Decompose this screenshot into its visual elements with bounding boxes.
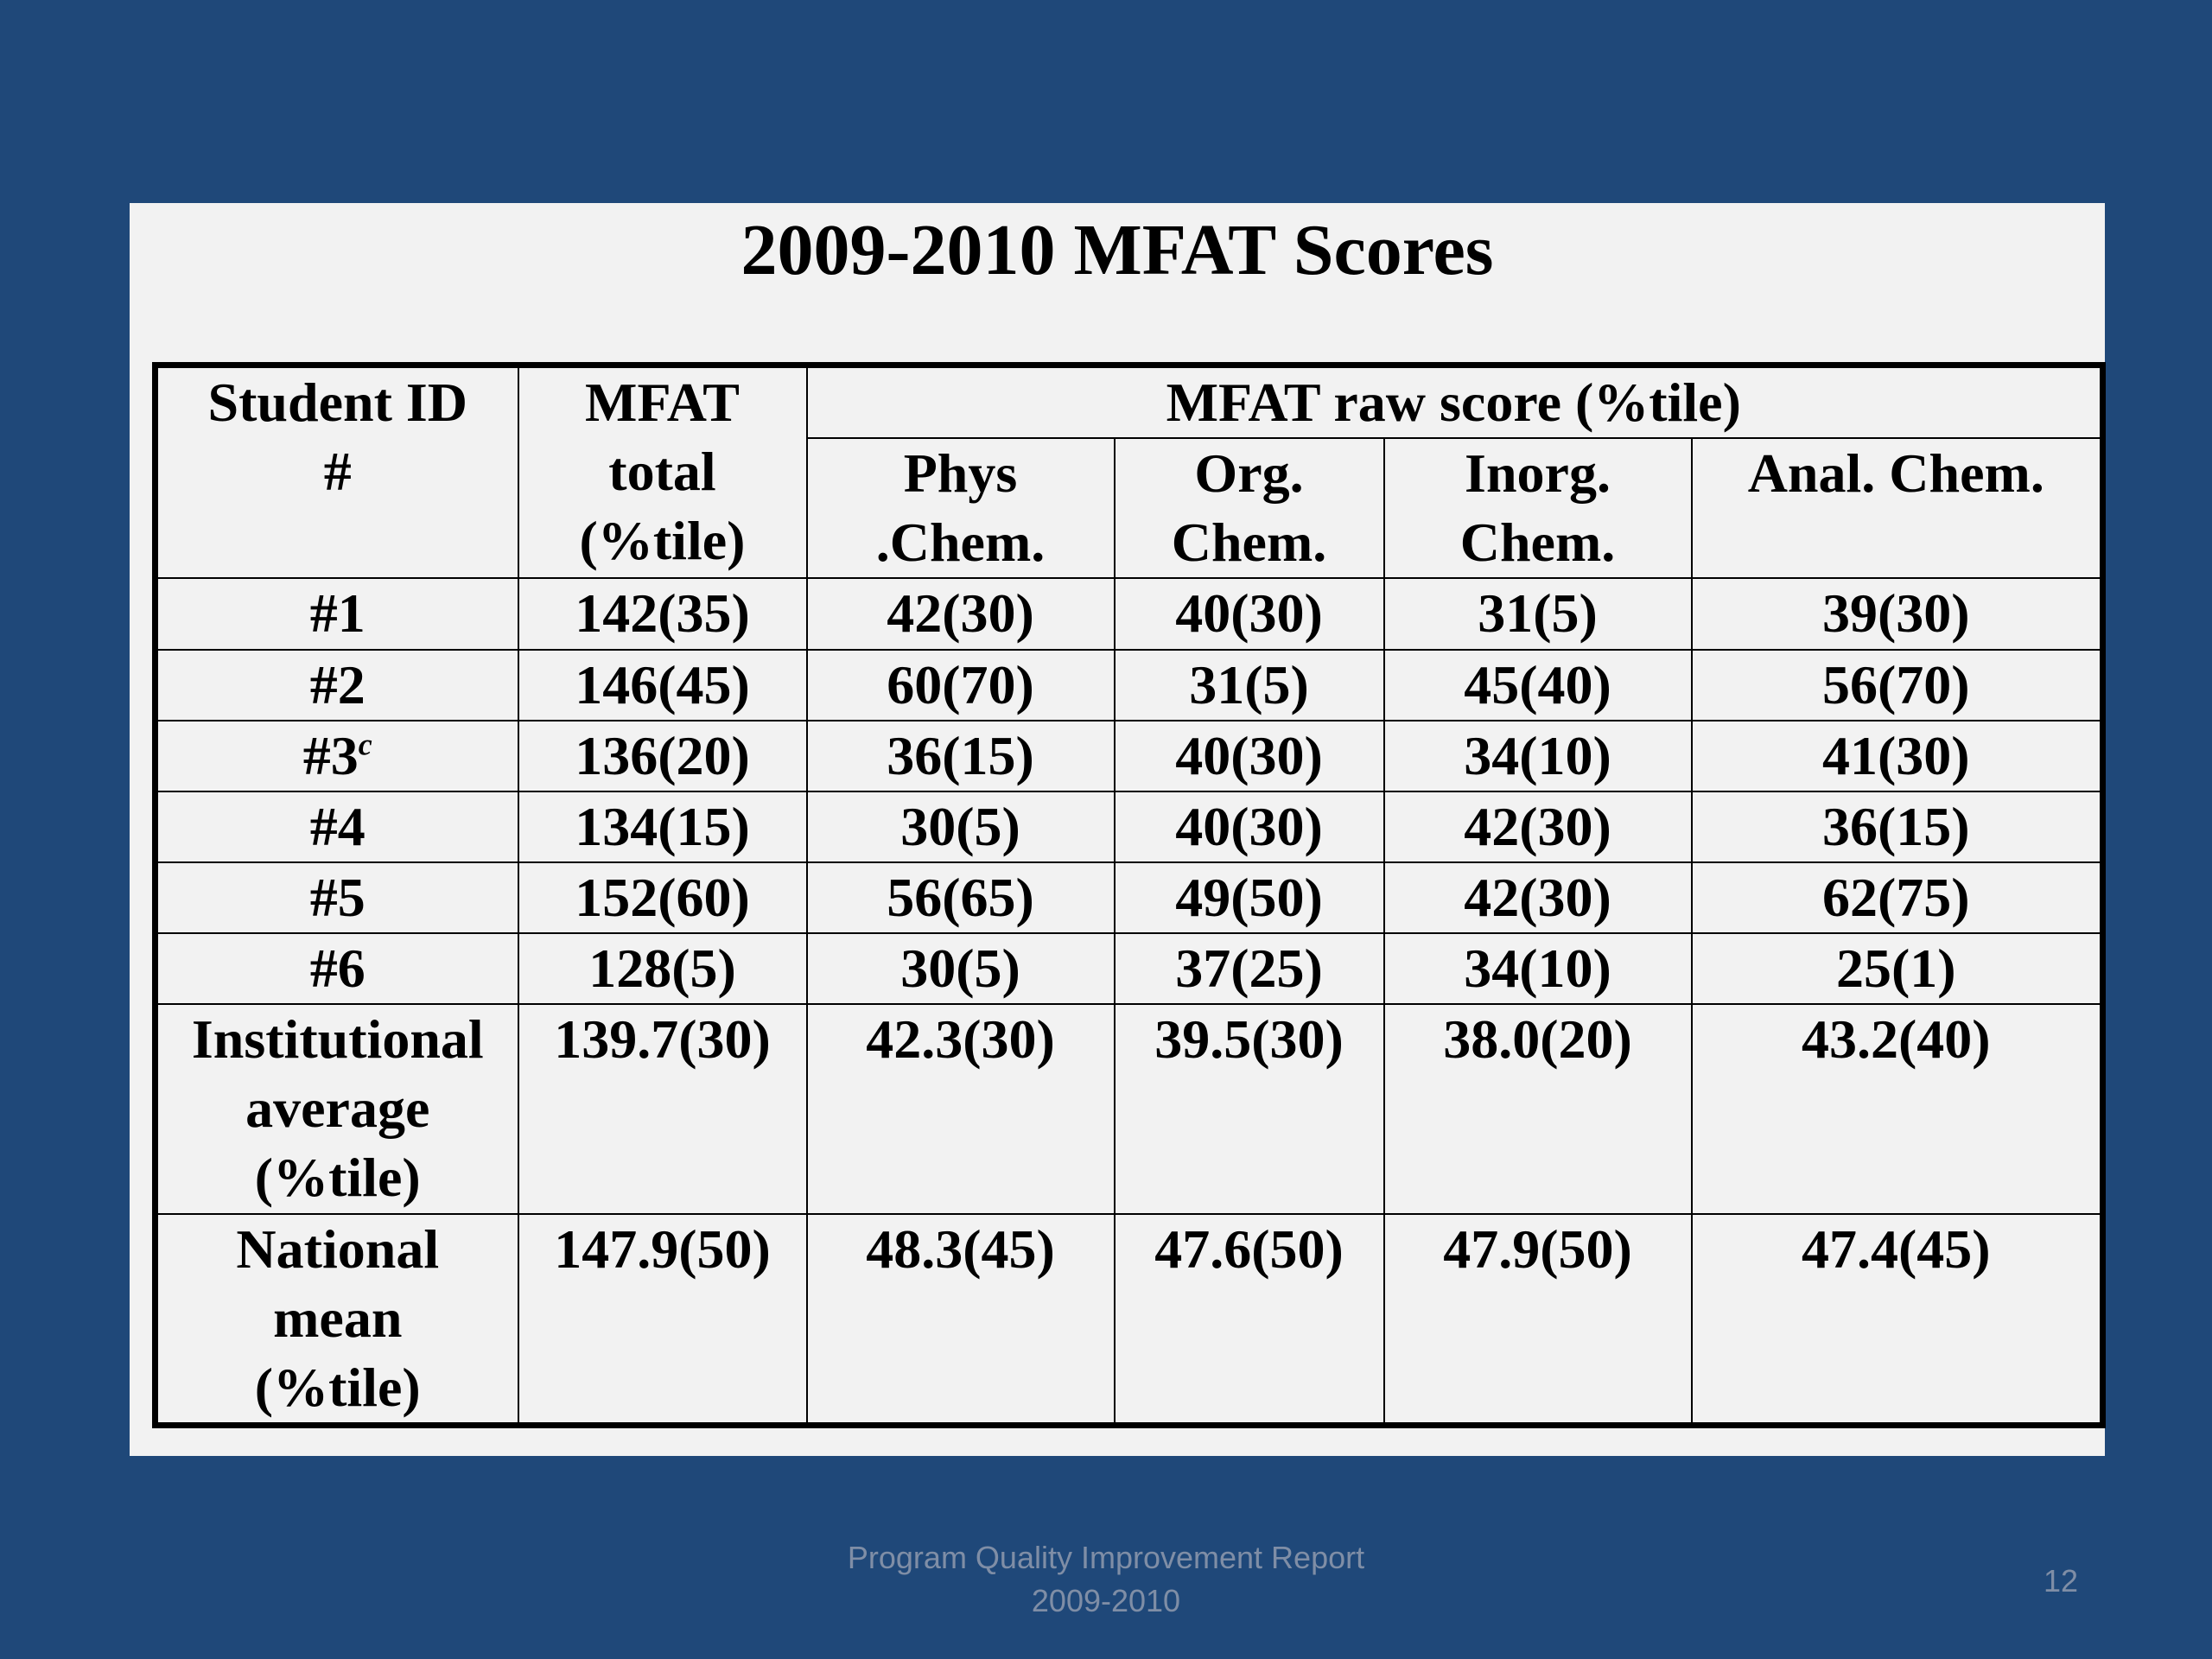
table-row [156, 791, 2103, 862]
footer-report-title: Program Quality Improvement Report [847, 1540, 1365, 1575]
mfat-total-cell: 134(15) [518, 791, 807, 862]
summary-label-cell: National mean (%tile) [156, 1214, 518, 1426]
table-row [156, 650, 2103, 721]
mfat-total-cell: 139.7(30) [518, 1004, 807, 1213]
table-row [156, 933, 2103, 1004]
page-title: 2009-2010 MFAT Scores [741, 210, 1494, 290]
student-id-cell [156, 578, 518, 649]
table-row [156, 721, 2103, 791]
page-number: 12 [2043, 1563, 2079, 1599]
summary-rows [156, 1004, 2103, 1425]
summary-label-cell: Institutional average (%tile) [156, 1004, 518, 1213]
student-id-cell [156, 650, 518, 721]
inorg-chem-cell: 34(10) [1384, 721, 1692, 791]
mfat-total-cell: 128(5) [518, 933, 807, 1004]
inorg-chem-cell: 45(40) [1384, 650, 1692, 721]
table-row [156, 578, 2103, 649]
student-id: #4 [309, 795, 365, 857]
anal-chem-cell: 43.2(40) [1692, 1004, 2103, 1213]
inorg-chem-cell: 42(30) [1384, 862, 1692, 933]
inorg-chem-cell: 34(10) [1384, 933, 1692, 1004]
phys-chem-cell: 36(15) [807, 721, 1115, 791]
org-chem-cell: 31(5) [1115, 650, 1384, 721]
footer [0, 1536, 2212, 1623]
org-chem-cell: 49(50) [1115, 862, 1384, 933]
anal-chem-cell: 39(30) [1692, 578, 2103, 649]
table-row [156, 862, 2103, 933]
anal-chem-cell: 36(15) [1692, 791, 2103, 862]
inorg-chem-cell: 47.9(50) [1384, 1214, 1692, 1426]
table-header-row [156, 365, 2103, 439]
mfat-total-cell: 146(45) [518, 650, 807, 721]
phys-chem-cell: 42.3(30) [807, 1004, 1115, 1213]
student-id-cell [156, 791, 518, 862]
org-chem-cell: 40(30) [1115, 721, 1384, 791]
student-rows [156, 578, 2103, 1004]
student-id-cell [156, 933, 518, 1004]
phys-chem-cell: 48.3(45) [807, 1214, 1115, 1426]
phys-chem-cell: 30(5) [807, 791, 1115, 862]
org-chem-cell: 39.5(30) [1115, 1004, 1384, 1213]
org-chem-cell: 40(30) [1115, 791, 1384, 862]
slide-content-panel [130, 203, 2105, 1456]
mfat-total-cell: 152(60) [518, 862, 807, 933]
header-phys-chem: Phys .Chem. [807, 438, 1115, 578]
header-raw-score-group: MFAT raw score (%tile) [807, 365, 2103, 439]
inorg-chem-cell: 31(5) [1384, 578, 1692, 649]
anal-chem-cell: 25(1) [1692, 933, 2103, 1004]
student-id: #3 [302, 724, 359, 786]
student-id: #6 [309, 938, 365, 1000]
student-id-cell [156, 721, 518, 791]
mfat-total-cell: 147.9(50) [518, 1214, 807, 1426]
anal-chem-cell: 47.4(45) [1692, 1214, 2103, 1426]
header-student-id: Student ID # [156, 365, 518, 579]
student-id-footnote-mark: c [358, 727, 372, 762]
header-mfat-total: MFAT total (%tile) [518, 365, 807, 579]
summary-row [156, 1214, 2103, 1426]
anal-chem-cell: 56(70) [1692, 650, 2103, 721]
header-inorg-chem: Inorg. Chem. [1384, 438, 1692, 578]
footer-report-year: 2009-2010 [1031, 1583, 1181, 1618]
student-id: #1 [309, 582, 365, 645]
inorg-chem-cell: 42(30) [1384, 791, 1692, 862]
phys-chem-cell: 30(5) [807, 933, 1115, 1004]
phys-chem-cell: 60(70) [807, 650, 1115, 721]
header-org-chem: Org. Chem. [1115, 438, 1384, 578]
org-chem-cell: 47.6(50) [1115, 1214, 1384, 1426]
summary-row [156, 1004, 2103, 1213]
org-chem-cell: 37(25) [1115, 933, 1384, 1004]
mfat-total-cell: 142(35) [518, 578, 807, 649]
student-id: #2 [309, 653, 365, 715]
phys-chem-cell: 56(65) [807, 862, 1115, 933]
anal-chem-cell: 62(75) [1692, 862, 2103, 933]
mfat-scores-table [152, 362, 2106, 1428]
inorg-chem-cell: 38.0(20) [1384, 1004, 1692, 1213]
header-anal-chem: Anal. Chem. [1692, 438, 2103, 578]
phys-chem-cell: 42(30) [807, 578, 1115, 649]
mfat-total-cell: 136(20) [518, 721, 807, 791]
student-id: #5 [309, 866, 365, 928]
anal-chem-cell: 41(30) [1692, 721, 2103, 791]
org-chem-cell: 40(30) [1115, 578, 1384, 649]
student-id-cell [156, 862, 518, 933]
